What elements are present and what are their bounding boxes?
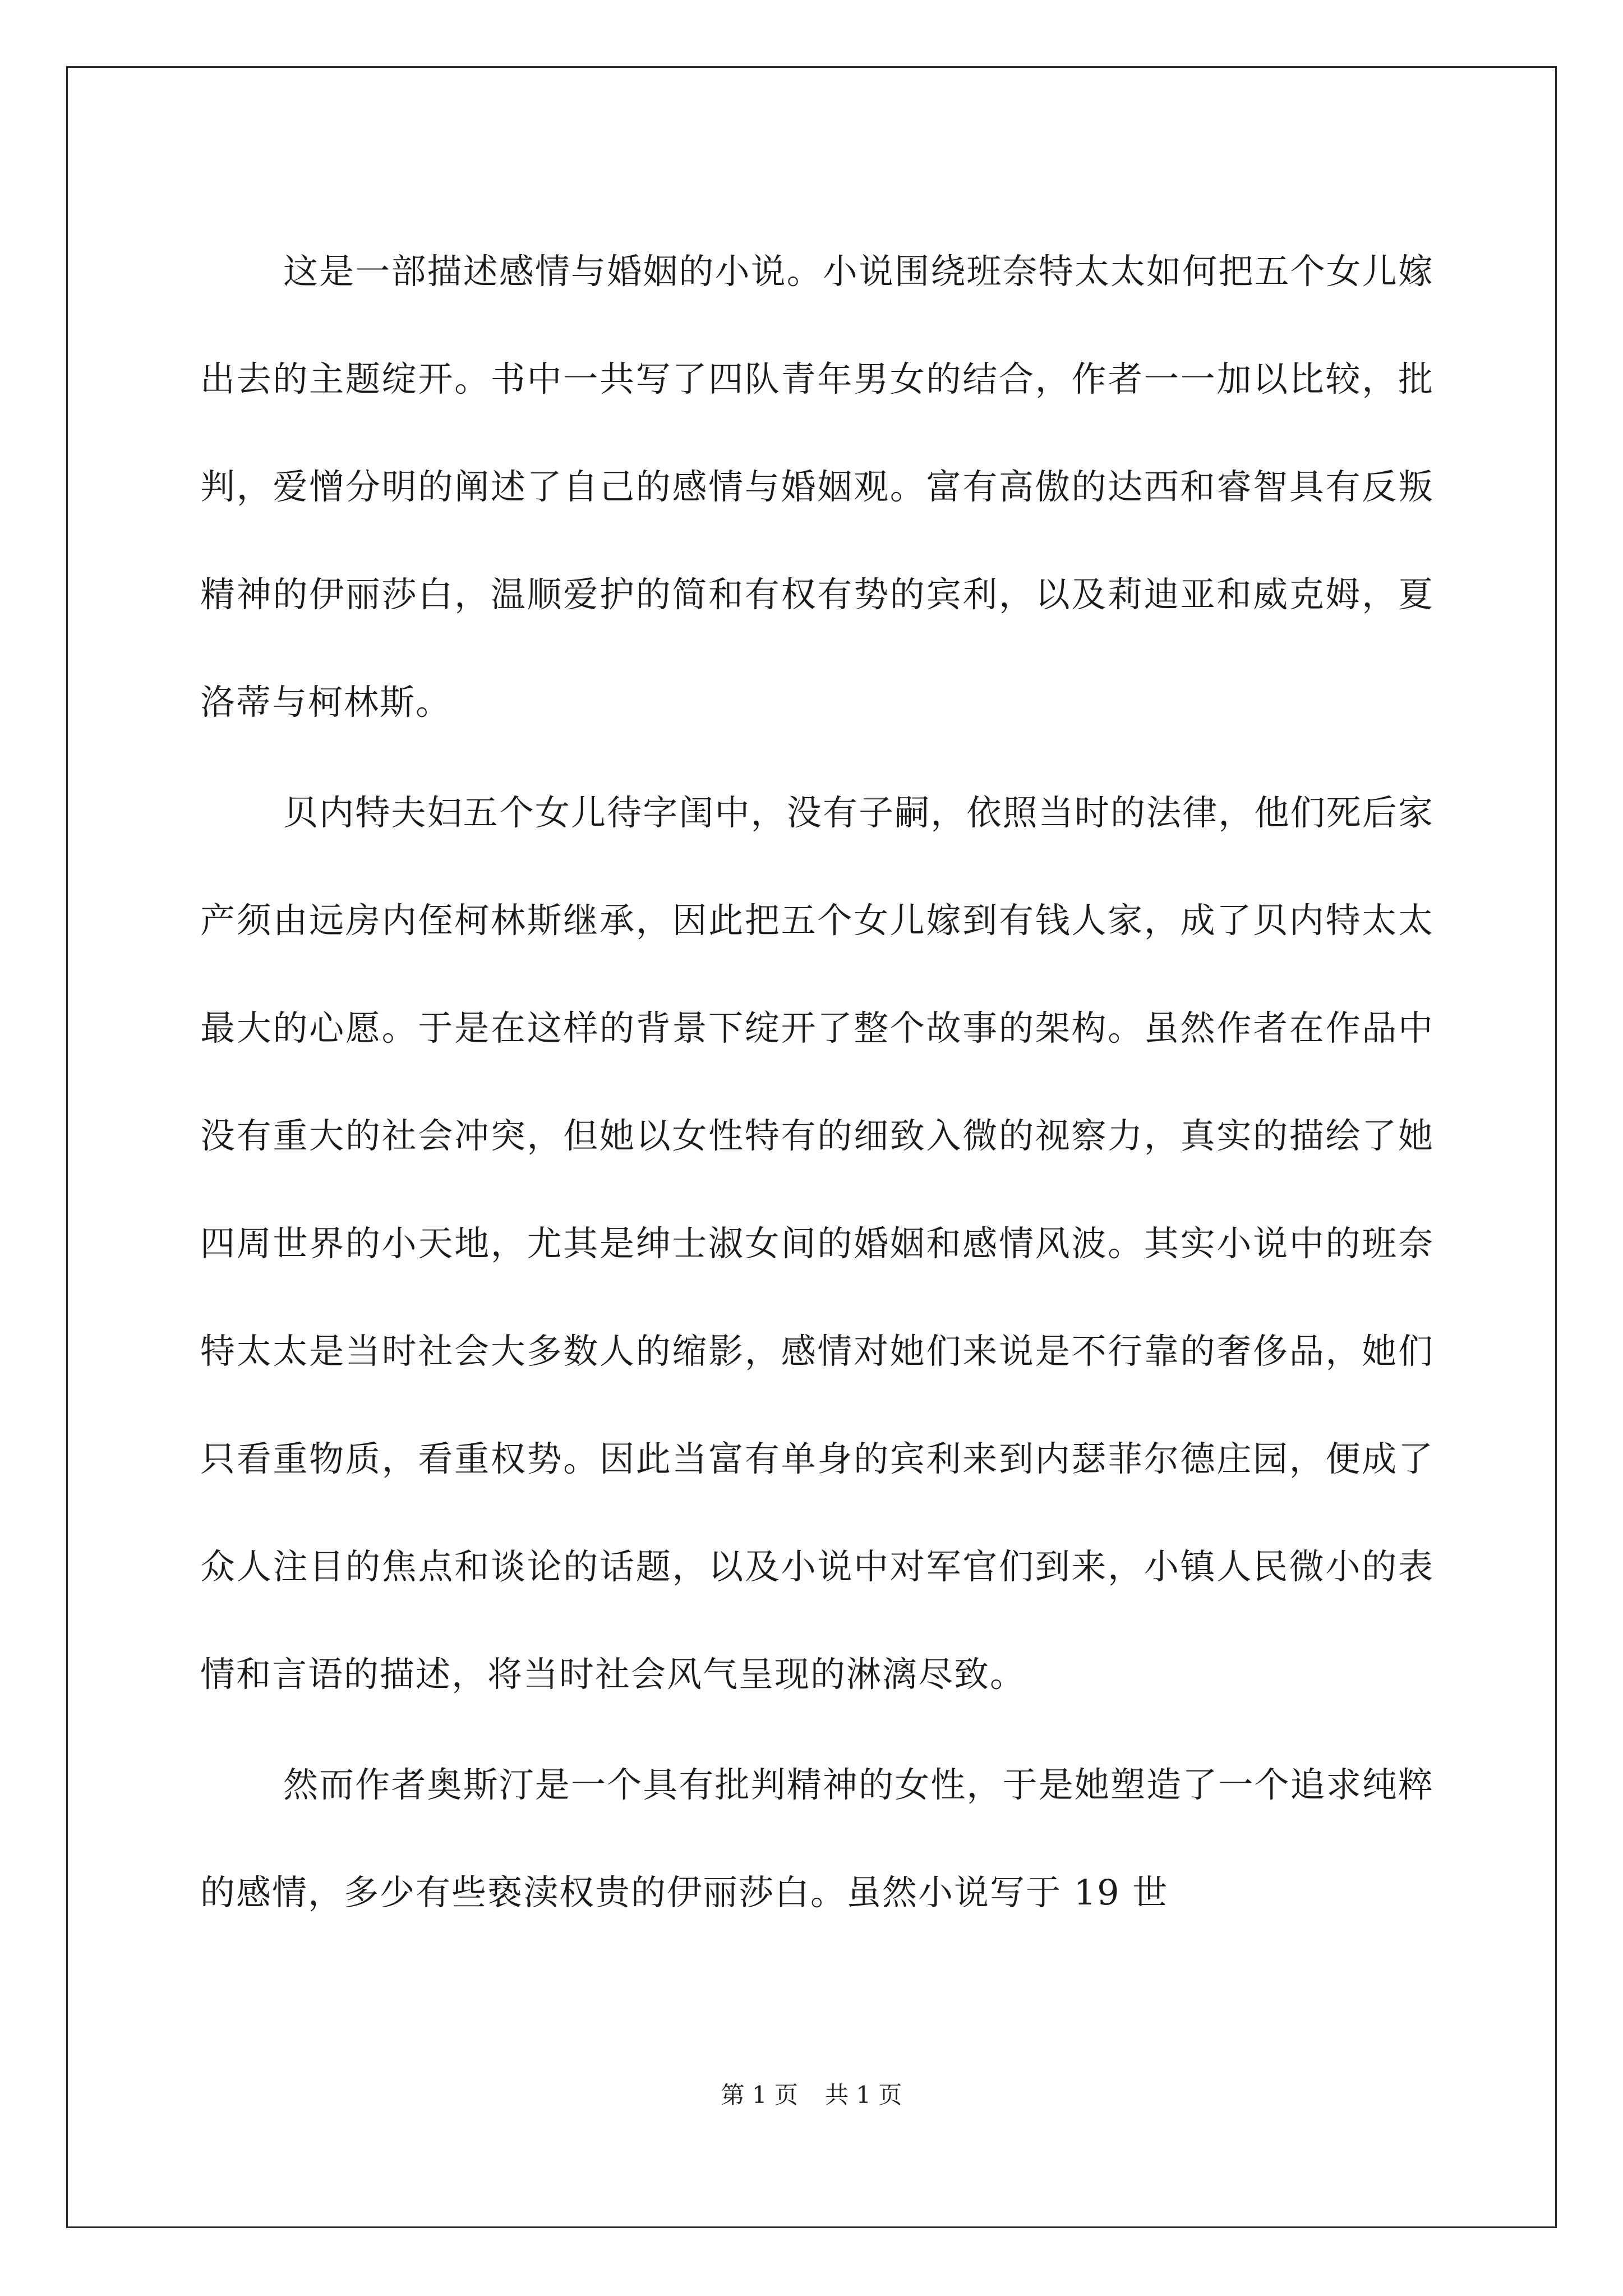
paragraph-1: 这是一部描述感情与婚姻的小说。小说围绕班奈特太太如何把五个女儿嫁出去的主题绽开。书中一共写了四队青年男女的结合，作者一一加以比较，批判，爱憎分明的阐述了自己的感情与婚姻观。富有高傲的达西和睿智具有反叛精神的伊丽莎白，温顺爱护的简和有权有势的宾利，以及莉迪亚和威克姆，夏洛蒂与柯林斯。 bbox=[200, 251, 1434, 723]
page-footer bbox=[0, 2078, 1623, 2112]
paragraph-3: 然而作者奥斯汀是一个具有批判精神的女性，于是她塑造了一个追求纯粹的感情，多少有些亵渎权贵的伊丽莎白。虽然小说写于 19 世 bbox=[200, 1764, 1434, 1913]
page-number: 第 1 页 bbox=[721, 2081, 798, 2109]
paragraph-2: 贝内特夫妇五个女儿待字闺中，没有子嗣，依照当时的法律，他们死后家产须由远房内侄柯林斯继承，因此把五个女儿嫁到有钱人家，成了贝内特太太最大的心愿。于是在这样的背景下绽开了整个故事的架构。虽然作者在作品中没有重大的社会冲突，但她以女性特有的细致入微的视察力，真实的描绘了她四周世界的小天地，尤其是绅士淑女间的婚姻和感情风波。其实小说中的班奈特太太是当时社会大多数人的缩影，感情对她们来说是不行靠的奢侈品，她们只看重物质，看重权势。因此当富有单身的宾利来到内瑟菲尔德庄园，便成了众人注目的焦点和谈论的话题，以及小说中对军官们到来，小镇人民微小的表情和言语的描述，将当时社会风气呈现的淋漓尽致。 bbox=[200, 792, 1434, 1695]
document-body bbox=[200, 218, 1434, 1949]
page-total: 共 1 页 bbox=[825, 2081, 902, 2109]
